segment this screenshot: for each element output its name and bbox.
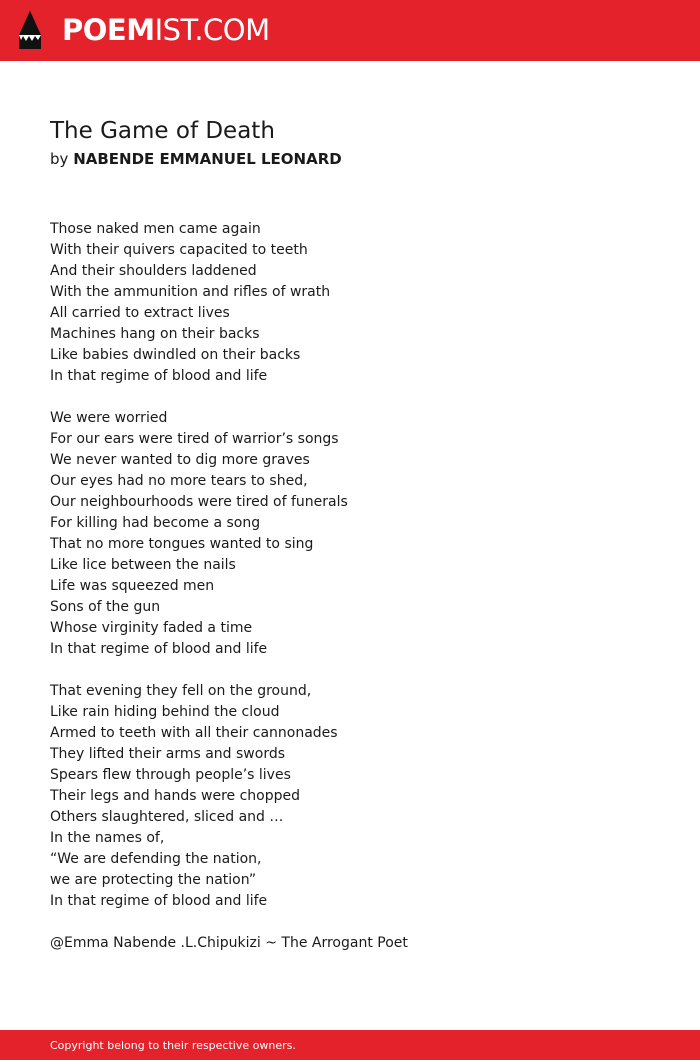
poem-line: Their legs and hands were chopped	[50, 788, 300, 804]
poem-line: Life was squeezed men	[50, 578, 215, 594]
byline	[50, 149, 342, 169]
poem-line: In that regime of blood and life	[50, 368, 268, 384]
site-logo[interactable]	[62, 13, 270, 47]
poem-line: All carried to extract lives	[50, 305, 230, 321]
poem-line: In that regime of blood and life	[50, 893, 268, 909]
poem-line: Spears flew through people’s lives	[50, 767, 291, 783]
poem-line: We never wanted to dig more graves	[50, 452, 310, 468]
poem-line: In that regime of blood and life	[50, 641, 268, 657]
poem-line: We were worried	[50, 410, 168, 426]
copyright-text: Copyright belong to their respective owners.	[50, 1039, 296, 1052]
poem-line: Sons of the gun	[50, 599, 161, 615]
poem-line: Like babies dwindled on their backs	[50, 347, 301, 363]
site-footer	[0, 1030, 700, 1060]
poem-line: Others slaughtered, sliced and …	[50, 809, 284, 825]
poem-line: That no more tongues wanted to sing	[50, 536, 314, 552]
poem-line: Those naked men came again	[50, 221, 261, 237]
poem-line: Like rain hiding behind the cloud	[50, 704, 280, 720]
by-label: by	[50, 150, 69, 168]
poem-line: Like lice between the nails	[50, 557, 236, 573]
poem-signature: @Emma Nabende .L.Chipukizi ~ The Arrogant Poet	[50, 935, 408, 951]
poem-body	[50, 219, 670, 954]
poem-line: And their shoulders laddened	[50, 263, 257, 279]
poem-line: With their quivers capacited to teeth	[50, 242, 308, 258]
poem-line: For our ears were tired of warrior’s songs	[50, 431, 339, 447]
author-name: NABENDE EMMANUEL LEONARD	[73, 150, 342, 168]
poem-line: Our neighbourhoods were tired of funerals	[50, 494, 348, 510]
poem-line: Whose virginity faded a time	[50, 620, 253, 636]
poem-line: They lifted their arms and swords	[50, 746, 286, 762]
poem-line: In the names of,	[50, 830, 165, 846]
poem-line: Our eyes had no more tears to shed,	[50, 473, 308, 489]
poem-line: Armed to teeth with all their cannonades	[50, 725, 338, 741]
site-header	[0, 0, 700, 61]
stanza-2	[50, 408, 670, 660]
poem-line: That evening they fell on the ground,	[50, 683, 312, 699]
poem-line: For killing had become a song	[50, 515, 261, 531]
stanza-3	[50, 681, 670, 912]
poem-title: The Game of Death	[50, 118, 275, 144]
poem-line: “We are defending the nation,	[50, 851, 262, 867]
poem-line: With the ammunition and rifles of wrath	[50, 284, 331, 300]
logo-bold-text: POEM	[62, 13, 155, 47]
poem-line: Machines hang on their backs	[50, 326, 260, 342]
logo-light-text: IST.COM	[154, 13, 270, 47]
pencil-tip-icon[interactable]	[17, 9, 43, 51]
stanza-1	[50, 219, 670, 387]
poem-line: we are protecting the nation”	[50, 872, 257, 888]
